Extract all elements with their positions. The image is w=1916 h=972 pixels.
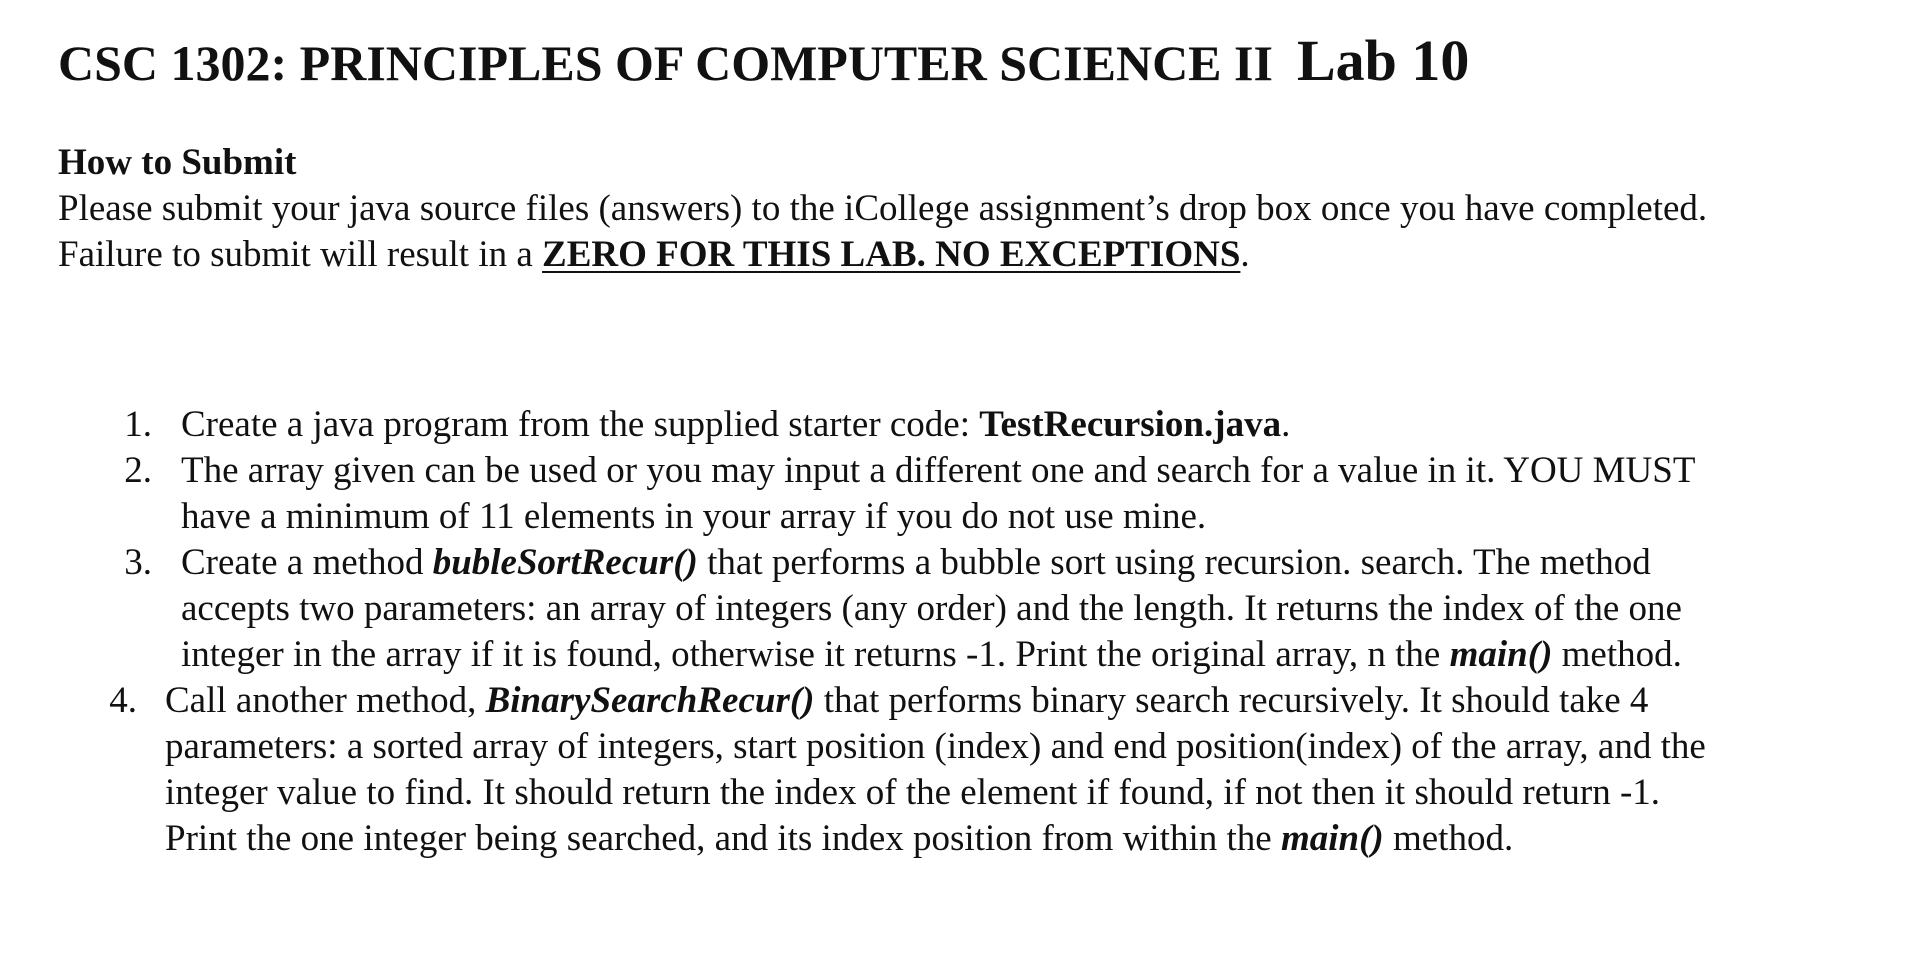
method-name: main() — [1280, 818, 1384, 859]
list-item-line: parameters: a sorted array of integers, start position (index) and end position(index) of the array, and the — [165, 726, 1706, 767]
method-name: BinarySearchRecur() — [485, 680, 815, 721]
submit-warning — [58, 232, 1878, 278]
text-fragment: method. — [1383, 818, 1514, 859]
list-item-text — [181, 402, 1881, 448]
lab-number: Lab 10 — [1296, 28, 1470, 93]
course-title: CSC 1302: PRINCIPLES OF COMPUTER SCIENCE II — [58, 35, 1273, 91]
list-item-line — [165, 678, 1885, 724]
list-item — [0, 540, 1916, 678]
list-item-number: 2. — [124, 450, 152, 491]
list-item-line — [165, 816, 1885, 862]
submit-instructions: Please submit your java source files (answers) to the iCollege assignment’s drop box once you have completed. — [58, 188, 1708, 229]
list-item-number: 4. — [109, 680, 137, 721]
list-item-number: 3. — [124, 542, 152, 583]
instruction-list — [0, 402, 1916, 862]
text-fragment: Create a java program from the supplied starter code: — [181, 404, 980, 445]
list-item-number: 1. — [124, 404, 152, 445]
text-fragment: that performs a bubble sort using recursion. search. The method — [697, 542, 1651, 583]
page-title — [58, 26, 1469, 98]
list-item-text — [181, 448, 1881, 540]
text-fragment: . — [1281, 404, 1291, 445]
list-item-line: integer value to find. It should return the index of the element if found, if not then it should return -1. — [165, 772, 1661, 813]
list-item-line — [181, 402, 1881, 448]
list-item-line: accepts two parameters: an array of integers (any order) and the length. It returns the index of the one — [181, 588, 1682, 629]
starter-file-name: TestRecursion.java — [979, 404, 1282, 445]
text-fragment: method. — [1552, 634, 1682, 675]
method-name: bubleSortRecur() — [432, 542, 698, 583]
submit-heading: How to Submit — [58, 142, 297, 183]
zero-warning: ZERO FOR THIS LAB. NO EXCEPTIONS — [542, 234, 1241, 275]
submit-section — [58, 140, 1878, 278]
text-fragment: that performs binary search recursively. It should take 4 — [814, 680, 1649, 721]
list-item-line: have a minimum of 11 elements in your array if you do not use mine. — [181, 496, 1207, 537]
list-item — [0, 448, 1916, 540]
text-fragment: Create a method — [181, 542, 433, 583]
list-item-text — [165, 678, 1885, 862]
text-fragment: integer in the array if it is found, otherwise it returns -1. Print the original array, n the — [181, 634, 1450, 675]
submit-warning-prefix: Failure to submit will result in a — [58, 234, 543, 275]
text-fragment: Print the one integer being searched, and its index position from within the — [165, 818, 1281, 859]
list-item-line: The array given can be used or you may input a different one and search for a value in it. YOU MUST — [181, 450, 1696, 491]
submit-warning-suffix: . — [1240, 234, 1250, 275]
list-item-text — [181, 540, 1881, 678]
list-item — [0, 678, 1916, 862]
list-item-line — [181, 540, 1881, 586]
list-item-line — [181, 632, 1881, 678]
list-item — [0, 402, 1916, 448]
method-name: main() — [1449, 634, 1553, 675]
text-fragment: Call another method, — [165, 680, 486, 721]
